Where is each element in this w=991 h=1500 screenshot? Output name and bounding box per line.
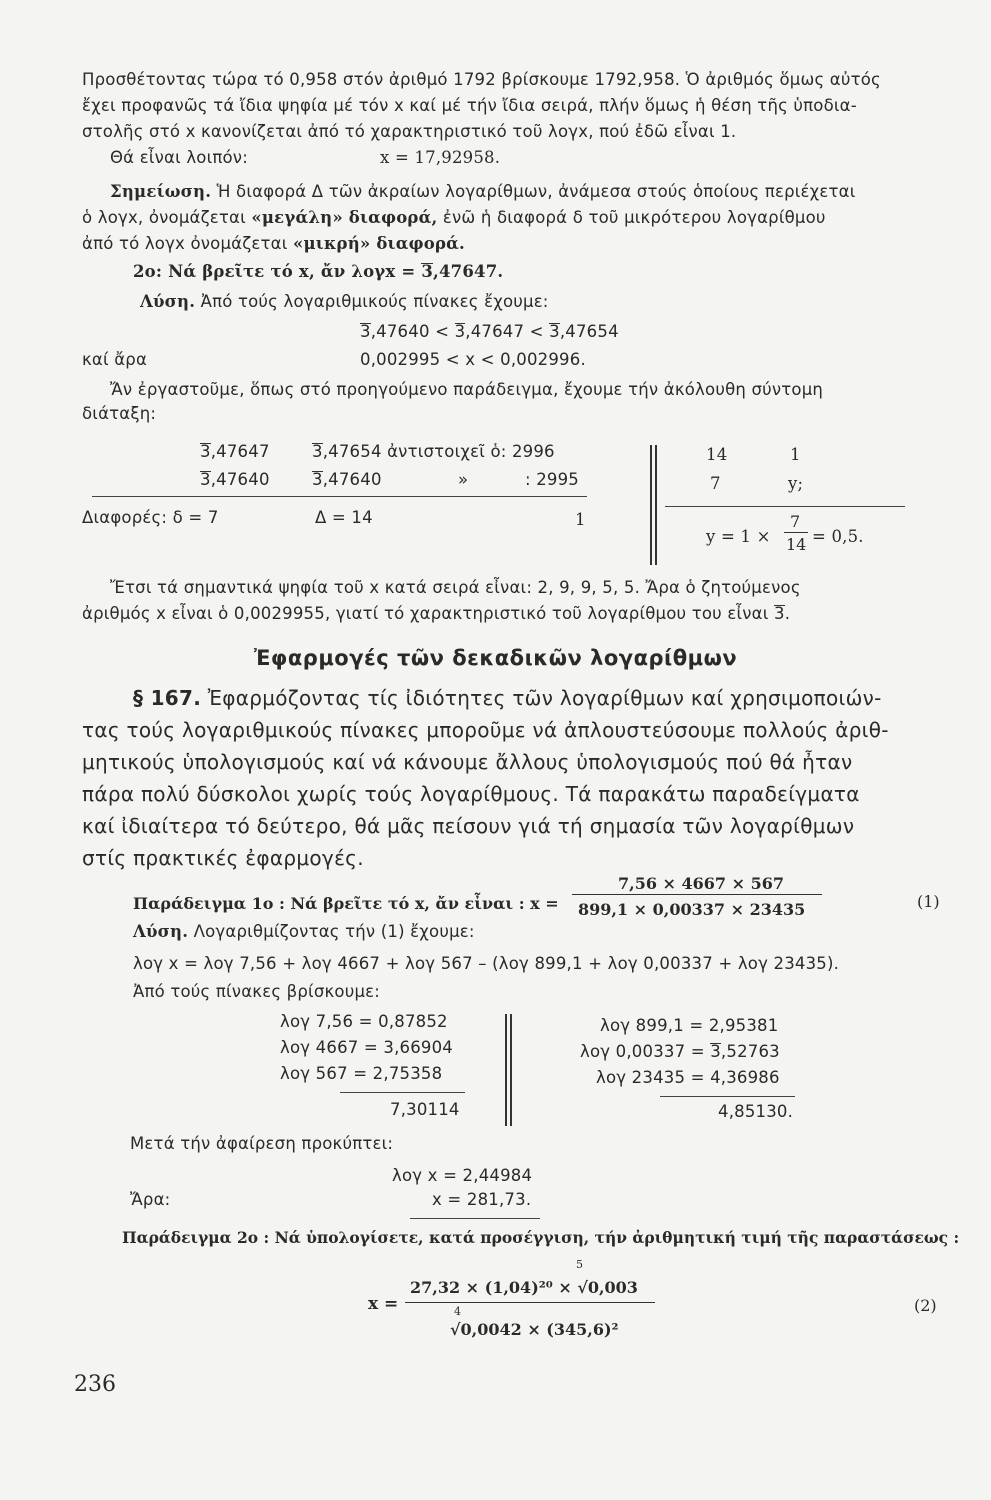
right-sum: 4,85130.	[718, 1102, 794, 1121]
example2-root5-index: 5	[576, 1258, 583, 1271]
ex2-para-2: διάταξη:	[82, 404, 157, 423]
note-big-diff: «μεγάλη» διαφορά,	[251, 208, 438, 227]
c2-end: .	[784, 604, 791, 623]
table-vbar-1	[650, 445, 652, 565]
y-eq: y = 1 ×	[706, 527, 771, 546]
t-r1c2: ,47654 ἀντιστοιχεῖ ὁ: 2996	[322, 442, 555, 461]
frac-line	[784, 532, 808, 533]
left-sum: 7,30114	[390, 1100, 460, 1119]
ex2-title-bar: 3	[421, 262, 434, 281]
note-line-1	[110, 182, 856, 201]
ex2-inequality-2: 0,002995 < x < 0,002996.	[360, 350, 586, 369]
ineq-bar-a: 3	[360, 322, 371, 341]
section-line-6: στίς πρακτικές ἐφαρμογές.	[82, 846, 364, 870]
section-text-1: Ἐφαρμόζοντας τίς ἰδιότητες τῶν λογαρίθμων καί χρησιμοποιών-	[207, 686, 882, 710]
ex1-vbar-1	[505, 1014, 507, 1126]
ex2-sol-label: Λύση.	[140, 292, 196, 311]
log-x-result: λογ x = 2,44984	[392, 1166, 533, 1185]
after-subtraction: Μετά τήν ἀφαίρεση προκύπτει:	[130, 1134, 394, 1153]
frac-num: 7	[790, 512, 801, 531]
ex2-title-text: 2ο: Νά βρεῖτε τό x, ἄν λογx =	[133, 262, 422, 281]
ineq-bar-c: 3	[549, 322, 560, 341]
section-number: § 167.	[133, 686, 202, 710]
note-text-2a: ὁ λογx, ὀνομάζεται	[82, 208, 246, 227]
intro-line-3: στολῆς στό x κανονίζεται ἀπό τό χαρακτηριστικό τοῦ λογx, πού ἐδῶ εἶναι 1.	[82, 122, 737, 141]
t-r1c1: ,47647	[210, 442, 270, 461]
ex2-title	[133, 262, 503, 281]
ex2-inequality-1	[360, 322, 619, 341]
note-text-3a: ἀπό τό λογx ὀνομάζεται	[82, 234, 288, 253]
ex2-sol-text: Ἀπό τούς λογαριθμικούς πίνακες ἔχουμε:	[200, 292, 549, 311]
example2-eqno: (2)	[914, 1296, 937, 1315]
table-diff-big: Δ = 14	[315, 508, 373, 527]
example1-solution	[133, 922, 475, 941]
table-r1c1	[200, 442, 270, 461]
right-sum-line	[660, 1096, 795, 1097]
c2-text: ἀριθμός x εἶναι ὁ 0,0029955, γιατί τό χαρακτηριστικό τοῦ λογαρίθμου του εἶναι	[82, 604, 774, 623]
example1-tables: Ἀπό τούς πίνακες βρίσκουμε:	[133, 982, 381, 1001]
note-line-3	[82, 234, 465, 253]
section-line-2: τας τούς λογαριθμικούς πίνακες μποροῦμε νά ἀπλουστεύσουμε πολλούς ἀριθ-	[82, 718, 889, 742]
table-vbar-2	[655, 445, 657, 565]
example1-numerator: 7,56 × 4667 × 567	[618, 874, 784, 893]
example1-equation: λογ x = λογ 7,56 + λογ 4667 + λογ 567 – (λογ 899,1 + λογ 0,00337 + λογ 23435).	[133, 954, 840, 973]
example2-fraction-line	[405, 1302, 655, 1303]
right-r2b: y;	[788, 474, 804, 493]
intro-line-1: Προσθέτοντας τώρα τό 0,958 στόν ἀριθμό 1792 βρίσκουμε 1792,958. Ὁ ἀριθμός ὅμως αὐτός	[82, 70, 881, 89]
right-r1a: 14	[706, 445, 728, 464]
example1-denominator: 899,1 × 0,00337 × 23435	[578, 900, 806, 919]
left-sum-line	[340, 1092, 465, 1093]
left-log-2: λογ 4667 = 3,66904	[280, 1038, 454, 1057]
x-result: x = 281,73.	[432, 1190, 532, 1209]
example2-root4-index: 4	[454, 1305, 461, 1318]
right-log-2-bar: 3	[710, 1042, 721, 1061]
y-result: = 0,5.	[812, 527, 864, 546]
example2-label: Παράδειγμα 2ο : Νά ὑπολογίσετε, κατά προσέγγιση, τήν ἀριθμητική τιμή τῆς παραστάσεως :	[122, 1228, 960, 1247]
x-result-underline	[410, 1218, 540, 1219]
note-text-1: Ἡ διαφορά Δ τῶν ἀκραίων λογαρίθμων, ἀνάμεσα στούς ὁποίους περιέχεται	[216, 182, 856, 201]
example1-fraction-line	[572, 894, 822, 895]
table-r2c3: »	[458, 470, 469, 489]
table-diff-one: 1	[575, 510, 586, 529]
example2-x-eq: x =	[368, 1294, 399, 1314]
right-log-2	[580, 1042, 780, 1061]
t-bar3: 3	[200, 470, 211, 489]
ara-label: Ἄρα:	[130, 1190, 171, 1209]
table-r2c2	[312, 470, 382, 489]
note-small-diff: «μικρή» διαφορά.	[292, 234, 465, 253]
table-r2c1	[200, 470, 270, 489]
ex1-sol-text: Λογαριθμίζοντας τήν (1) ἔχουμε:	[193, 922, 475, 941]
note-text-2c: ἐνῶ ἡ διαφορά δ τοῦ μικρότερου λογαρίθμου	[442, 208, 826, 227]
note-line-2	[82, 208, 826, 227]
conclusion-1: Ἔτσι τά σημαντικά ψηφία τοῦ x κατά σειρά εἶναι: 2, 9, 9, 5, 5. Ἄρα ὁ ζητούμενος	[110, 578, 801, 597]
t-bar4: 3	[312, 470, 323, 489]
left-log-3: λογ 567 = 2,75358	[280, 1064, 443, 1083]
example2-denominator: √0,0042 × (345,6)²	[450, 1320, 619, 1339]
section-heading: Ἐφαρμογές τῶν δεκαδικῶν λογαρίθμων	[253, 646, 738, 670]
right-log-3: λογ 23435 = 4,36986	[596, 1068, 780, 1087]
right-log-1: λογ 899,1 = 2,95381	[600, 1016, 779, 1035]
right-divider	[665, 506, 905, 507]
right-r2a: 7	[710, 474, 721, 493]
table-diff-label: Διαφορές: δ = 7	[82, 508, 219, 527]
right-r1b: 1	[790, 445, 801, 464]
section-line-5: καί ἰδιαίτερα τό δεύτερο, θά μᾶς πείσουν γιά τή σημασία τῶν λογαρίθμων	[82, 814, 855, 838]
t-r2c1: ,47640	[210, 470, 270, 489]
ineq-bar-b: 3	[454, 322, 466, 341]
table-r1c2	[312, 442, 555, 461]
ex2-solution	[140, 292, 549, 311]
note-label: Σημείωση.	[110, 182, 212, 201]
page-number: 236	[74, 1372, 116, 1397]
section-line-1	[133, 686, 882, 710]
intro-line-4a: Θά εἶναι λοιπόν:	[110, 148, 248, 167]
ineq-c: ,47654	[559, 322, 619, 341]
t-bar1: 3	[200, 442, 211, 461]
ex1-vbar-2	[510, 1014, 512, 1126]
ex2-para-1: Ἄν ἐργαστοῦμε, ὅπως στό προηγούμενο παράδειγμα, ἔχουμε τήν ἀκόλουθη σύντομη	[110, 380, 824, 399]
example1-label: Παράδειγμα 1ο : Νά βρεῖτε τό x, ἄν εἶναι : x =	[133, 894, 559, 913]
ex2-title-rest: ,47647.	[433, 262, 504, 281]
right-log-2-a: λογ 0,00337 =	[580, 1042, 711, 1061]
intro-line-2: ἔχει προφανῶς τά ἴδια ψηφία μέ τόν x καί μέ τήν ἴδια σειρά, πλήν ὅμως ἡ θέση τῆς ὑποδια-	[82, 96, 857, 115]
ineq-b: ,47647 <	[465, 322, 550, 341]
example1-eqno: (1)	[917, 892, 940, 911]
ineq-a: ,47640 <	[370, 322, 455, 341]
section-line-3: μητικούς ὑπολογισμούς καί νά κάνουμε ἄλλους ὑπολογισμούς πού θά ἦταν	[82, 750, 853, 774]
table-r2c4: : 2995	[525, 470, 579, 489]
section-line-4: πάρα πολύ δύσκολοι χωρίς τούς λογαρίθμους. Τά παρακάτω παραδείγματα	[82, 782, 860, 806]
ex1-sol-label: Λύση.	[133, 922, 189, 941]
t-bar2: 3	[312, 442, 323, 461]
c2-bar: 3	[773, 604, 785, 623]
and-so: καί ἄρα	[82, 350, 148, 369]
example2-numerator: 27,32 × (1,04)²⁰ × √0,003	[410, 1278, 638, 1297]
frac-den: 14	[786, 535, 807, 554]
t-r2c2: ,47640	[322, 470, 382, 489]
conclusion-2	[82, 604, 790, 623]
left-log-1: λογ 7,56 = 0,87852	[280, 1012, 448, 1031]
intro-result: x = 17,92958.	[380, 148, 501, 167]
right-log-2-b: ,52763	[720, 1042, 780, 1061]
table-divider	[92, 496, 587, 497]
